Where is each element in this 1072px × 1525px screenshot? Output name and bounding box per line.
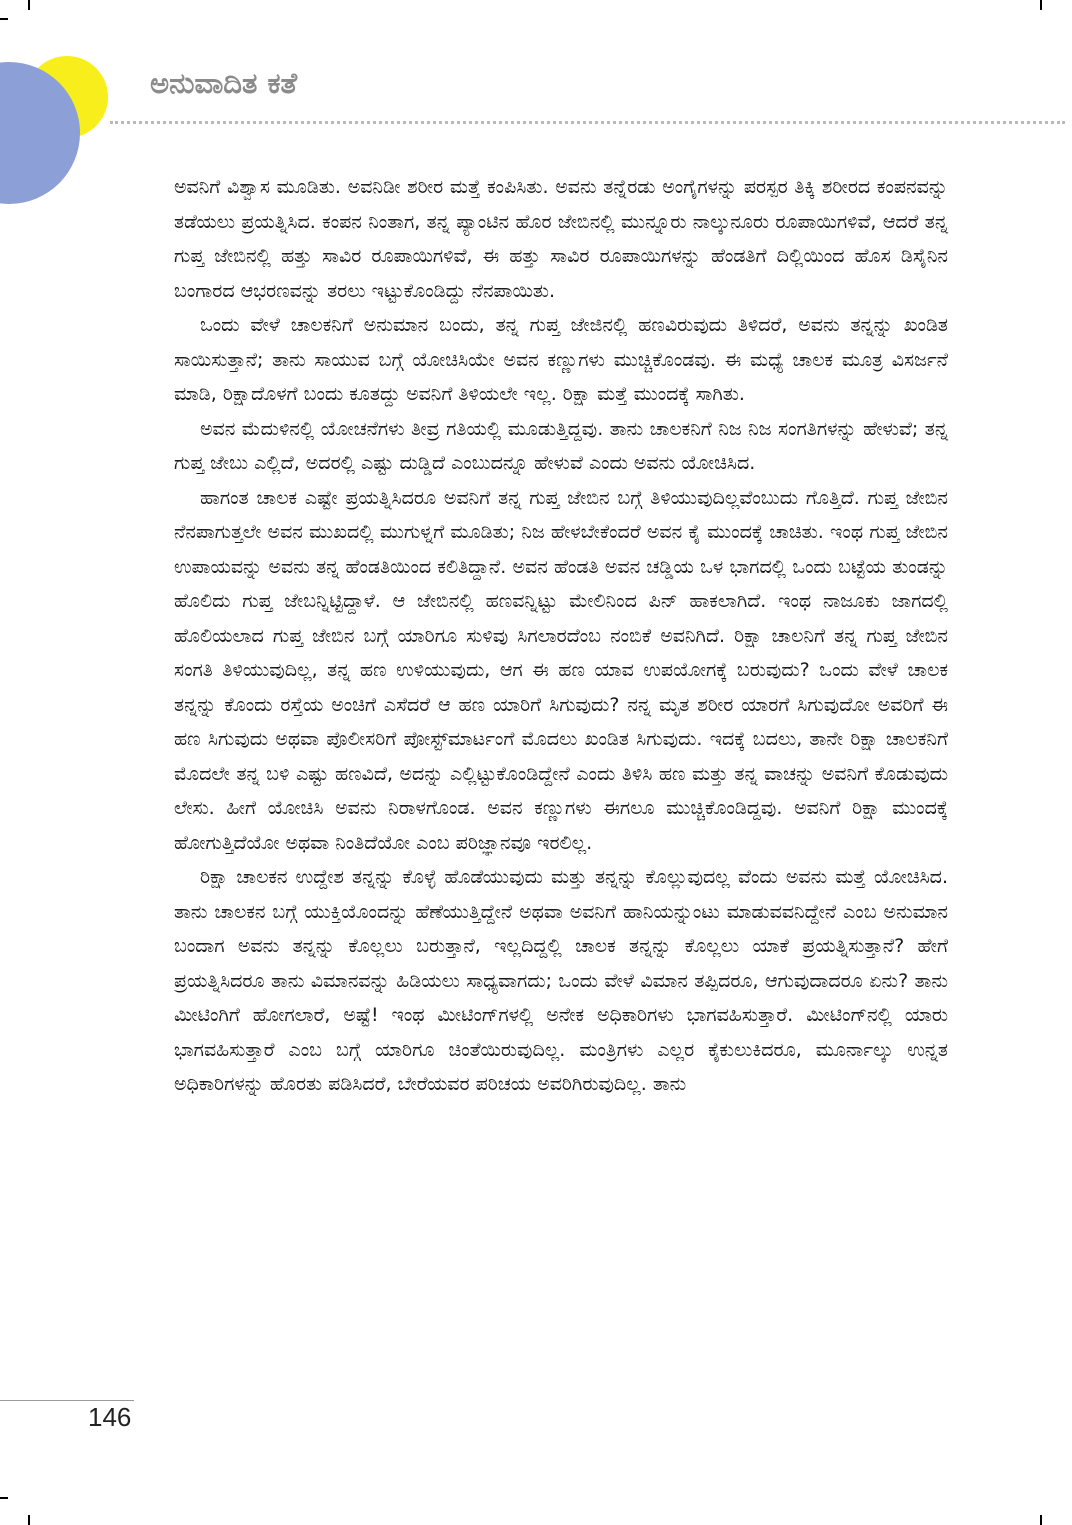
story-body — [174, 170, 948, 1102]
paragraph-2: ಒಂದು ವೇಳೆ ಚಾಲಕನಿಗೆ ಅನುಮಾನ ಬಂದು, ತನ್ನ ಗುಪ್ತ ಜೇಜಿನಲ್ಲಿ ಹಣವಿರುವುದು ತಿಳಿದರೆ, ಅವನು ತನ್ನನ್ನು ಖಂಡಿತ ಸಾಯಿಸುತ್ತಾನೆ; ತಾನು ಸಾಯುವ ಬಗ್ಗೆ ಯೋಚಿಸಿಯೇ ಅವನ ಕಣ್ಣುಗಳು ಮುಚ್ಚಿಕೊಂಡವು. ಈ ಮಧ್ಯೆ ಚಾಲಕ ಮೂತ್ರ ವಿಸರ್ಜನೆ ಮಾಡಿ, ರಿಕ್ಷಾದೊಳಗೆ ಬಂದು ಕೂತದ್ದು ಅವನಿಗೆ ತಿಳಿಯಲೇ ಇಲ್ಲ. ರಿಕ್ಷಾ ಮತ್ತೆ ಮುಂದಕ್ಕೆ ಸಾಗಿತು. — [174, 314, 948, 405]
paragraph-5: ರಿಕ್ಷಾ ಚಾಲಕನ ಉದ್ದೇಶ ತನ್ನನ್ನು ಕೊಳ್ಳೆ ಹೊಡೆಯುವುದು ಮತ್ತು ತನ್ನನ್ನು ಕೊಲ್ಲುವುದಲ್ಲ ವೆಂದು ಅವನು ಮತ್ತೆ ಯೋಚಿಸಿದ. ತಾನು ಚಾಲಕನ ಬಗ್ಗೆ ಯುಕ್ತಿಯೊಂದನ್ನು ಹೆಣೆಯುತ್ತಿದ್ದೇನೆ ಅಥವಾ ಅವನಿಗೆ ಹಾನಿಯನ್ನುಂಟು ಮಾಡುವವನಿದ್ದೇನೆ ಎಂಬ ಅನುಮಾನ ಬಂದಾಗ ಅವನು ತನ್ನನ್ನು ಕೊಲ್ಲಲು ಬರುತ್ತಾನೆ, ಇಲ್ಲದಿದ್ದಲ್ಲಿ ಚಾಲಕ ತನ್ನನ್ನು ಕೊಲ್ಲಲು ಯಾಕೆ ಪ್ರಯತ್ನಿಸುತ್ತಾನೆ? ಹೇಗೆ ಪ್ರಯತ್ನಿಸಿದರೂ ತಾನು ವಿಮಾನವನ್ನು ಹಿಡಿಯಲು ಸಾಧ್ಯವಾಗದು; ಒಂದು ವೇಳೆ ವಿಮಾನ ತಪ್ಪಿದರೂ, ಆಗುವುದಾದರೂ ಏನು? ತಾನು ಮೀಟಿಂಗಿಗೆ ಹೋಗಲಾರೆ, ಅಷ್ಟೆ! ಇಂಥ ಮೀಟಿಂಗ್‌ಗಳಲ್ಲಿ ಅನೇಕ ಅಧಿಕಾರಿಗಳು ಭಾಗವಹಿಸುತ್ತಾರೆ. ಮೀಟಿಂಗ್‌ನಲ್ಲಿ ಯಾರು ಭಾಗವಹಿಸುತ್ತಾರೆ ಎಂಬ ಬಗ್ಗೆ ಯಾರಿಗೂ ಚಿಂತೆಯಿರುವುದಿಲ್ಲ. ಮಂತ್ರಿಗಳು ಎಲ್ಲರ ಕೈಕುಲುಕಿದರೂ, ಮೂರ್ನಾಲ್ಕು ಉನ್ನತ ಅಧಿಕಾರಿಗಳನ್ನು ಹೊರತು ಪಡಿಸಿದರೆ, ಬೇರೆಯವರ ಪರಿಚಯ ಅವರಿಗಿರುವುದಿಲ್ಲ. ತಾನು — [174, 866, 948, 1095]
crop-mark-top-left — [28, 0, 30, 10]
paragraph-4: ಹಾಗಂತ ಚಾಲಕ ಎಷ್ಟೇ ಪ್ರಯತ್ನಿಸಿದರೂ ಅವನಿಗೆ ತನ್ನ ಗುಪ್ತ ಜೇಬಿನ ಬಗ್ಗೆ ತಿಳಿಯುವುದಿಲ್ಲವೆಂಬುದು ಗೊತ್ತಿದೆ. ಗುಪ್ತ ಜೇಬಿನ ನೆನಪಾಗುತ್ತಲೇ ಅವನ ಮುಖದಲ್ಲಿ ಮುಗುಳ್ನಗೆ ಮೂಡಿತು; ನಿಜ ಹೇಳಬೇಕೆಂದರೆ ಅವನ ಕೈ ಮುಂದಕ್ಕೆ ಚಾಚಿತು. ಇಂಥ ಗುಪ್ತ ಜೇಬಿನ ಉಪಾಯವನ್ನು ಅವನು ತನ್ನ ಹೆಂಡತಿಯಿಂದ ಕಲಿತಿದ್ದಾನೆ. ಅವನ ಹೆಂಡತಿ ಅವನ ಚಡ್ಡಿಯ ಒಳ ಭಾಗದಲ್ಲಿ ಒಂದು ಬಟ್ಟೆಯ ತುಂಡನ್ನು ಹೊಲಿದು ಗುಪ್ತ ಜೇಬನ್ನಿಟ್ಟಿದ್ದಾಳೆ. ಆ ಜೇಬಿನಲ್ಲಿ ಹಣವನ್ನಿಟ್ಟು ಮೇಲಿನಿಂದ ಪಿನ್ ಹಾಕಲಾಗಿದೆ. ಇಂಥ ನಾಜೂಕು ಜಾಗದಲ್ಲಿ ಹೊಲಿಯಲಾದ ಗುಪ್ತ ಜೇಬಿನ ಬಗ್ಗೆ ಯಾರಿಗೂ ಸುಳಿವು ಸಿಗಲಾರದೆಂಬ ನಂಬಿಕೆ ಅವನಿಗಿದೆ. ರಿಕ್ಷಾ ಚಾಲನಿಗೆ ತನ್ನ ಗುಪ್ತ ಜೇಬಿನ ಸಂಗತಿ ತಿಳಿಯುವುದಿಲ್ಲ, ತನ್ನ ಹಣ ಉಳಿಯುವುದು, ಆಗ ಈ ಹಣ ಯಾವ ಉಪಯೋಗಕ್ಕೆ ಬರುವುದು? ಒಂದು ವೇಳೆ ಚಾಲಕ ತನ್ನನ್ನು ಕೊಂದು ರಸ್ತೆಯ ಅಂಚಿಗೆ ಎಸೆದರೆ ಆ ಹಣ ಯಾರಿಗೆ ಸಿಗುವುದು? ನನ್ನ ಮೃತ ಶರೀರ ಯಾರಗೆ ಸಿಗುವುದೋ ಅವರಿಗೆ ಈ ಹಣ ಸಿಗುವುದು ಅಥವಾ ಪೊಲೀಸರಿಗೆ ಪೋಸ್ಟ್‌ಮಾರ್ಟಂಗೆ ಮೊದಲು ಖಂಡಿತ ಸಿಗುವುದು. ಇದಕ್ಕೆ ಬದಲು, ತಾನೇ ರಿಕ್ಷಾ ಚಾಲಕನಿಗೆ ಮೊದಲೇ ತನ್ನ ಬಳಿ ಎಷ್ಟು ಹಣವಿದೆ, ಅದನ್ನು ಎಲ್ಲಿಟ್ಟುಕೊಂಡಿದ್ದೇನೆ ಎಂದು ತಿಳಿಸಿ ಹಣ ಮತ್ತು ತನ್ನ ವಾಚನ್ನು ಅವನಿಗೆ ಕೊಡುವುದು ಲೇಸು. ಹೀಗೆ ಯೋಚಿಸಿ ಅವನು ನಿರಾಳಗೊಂಡ. ಅವನ ಕಣ್ಣುಗಳು ಈಗಲೂ ಮುಚ್ಚಿಕೊಂಡಿದ್ದವು. ಅವನಿಗೆ ರಿಕ್ಷಾ ಮುಂದಕ್ಕೆ ಹೋಗುತ್ತಿದೆಯೋ ಅಥವಾ ನಿಂತಿದೆಯೋ ಎಂಬ ಪರಿಜ್ಞಾನವೂ ಇರಲಿಲ್ಲ. — [174, 486, 948, 854]
section-title: ಅನುವಾದಿತ ಕತೆ — [150, 66, 298, 100]
header-dotted-rule — [110, 121, 1065, 124]
crop-mark-bottom-left — [28, 1515, 30, 1525]
crop-mark-bottom-right — [1040, 1515, 1042, 1525]
paragraph-3: ಅವನ ಮೆದುಳಿನಲ್ಲಿ ಯೋಚನೆಗಳು ತೀವ್ರ ಗತಿಯಲ್ಲಿ ಮೂಡುತ್ತಿದ್ದವು. ತಾನು ಚಾಲಕನಿಗೆ ನಿಜ ನಿಜ ಸಂಗತಿಗಳನ್ನು ಹೇಳುವೆ; ತನ್ನ ಗುಪ್ತ ಜೇಬು ಎಲ್ಲಿದೆ, ಅದರಲ್ಲಿ ಎಷ್ಟು ದುಡ್ಡಿದೆ ಎಂಬುದನ್ನೂ ಹೇಳುವೆ ಎಂದು ಅವನು ಯೋಚಿಸಿದ. — [174, 417, 948, 474]
paragraph-1: ಅವನಿಗೆ ವಿಶ್ವಾಸ ಮೂಡಿತು. ಅವನಿಡೀ ಶರೀರ ಮತ್ತೆ ಕಂಪಿಸಿತು. ಅವನು ತನ್ನೆರಡು ಅಂಗೈಗಳನ್ನು ಪರಸ್ಪರ ತಿಕ್ಕಿ ಶರೀರದ ಕಂಪನವನ್ನು ತಡೆಯಲು ಪ್ರಯತ್ನಿಸಿದ. ಕಂಪನ ನಿಂತಾಗ, ತನ್ನ ಪ್ಯಾಂಟಿನ ಹೊರ ಜೇಬಿನಲ್ಲಿ ಮುನ್ನೂರು ನಾಲ್ಕುನೂರು ರೂಪಾಯಿಗಳಿವೆ, ಆದರೆ ತನ್ನ ಗುಪ್ತ ಜೇಬಿನಲ್ಲಿ ಹತ್ತು ಸಾವಿರ ರೂಪಾಯಿಗಳಿವೆ, ಈ ಹತ್ತು ಸಾವಿರ ರೂಪಾಯಿಗಳನ್ನು ಹೆಂಡತಿಗೆ ದಿಲ್ಲಿಯಿಂದ ಹೊಸ ಡಿಸೈನಿನ ಬಂಗಾರದ ಆಭರಣವನ್ನು ತರಲು ಇಟ್ಟುಕೊಂಡಿದ್ದು ನೆನಪಾಯಿತು. — [174, 176, 948, 302]
crop-mark-left-upper — [0, 18, 8, 20]
crop-mark-left-lower — [0, 1497, 8, 1499]
crop-mark-top-right — [1040, 0, 1042, 10]
page-number: 146 — [88, 1402, 132, 1432]
footer-rule — [0, 1400, 134, 1401]
